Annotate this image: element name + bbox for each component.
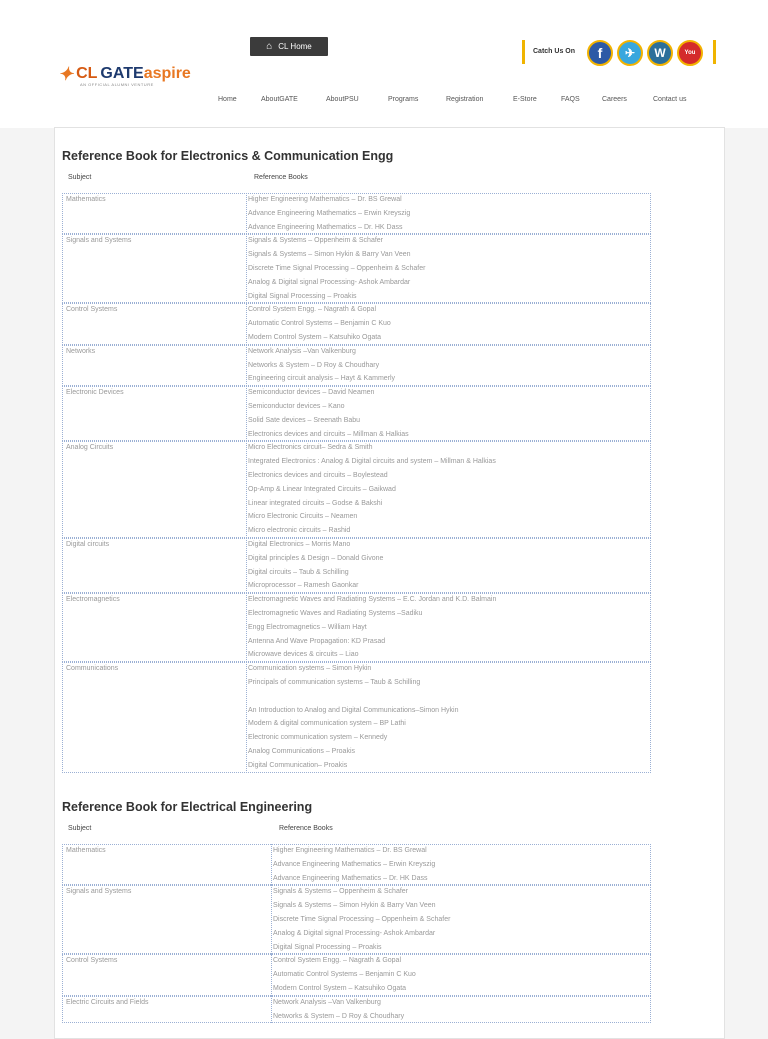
subject-cell: Electromagnetics [66,596,120,604]
book-entry: Digital principles & Design – Donald Givone [248,554,384,562]
book-entry: Advance Engineering Mathematics – Dr. HK Dass [248,223,403,231]
book-entry: Engineering circuit analysis – Hayt & Kammerly [248,375,396,383]
column-divider [246,303,247,344]
book-entry: Electronics devices and circuits – Millman & Halkias [248,430,409,438]
book-entry: Signals & Systems – Oppenheim & Schafer [248,237,384,245]
youtube-icon[interactable]: You [677,40,703,66]
nav-estore[interactable]: E-Store [513,96,537,103]
book-entry: Principals of communication systems – Taub & Schilling [248,679,421,686]
book-entry: Semiconductor devices – David Neamen [248,389,375,397]
book-entry: Higher Engineering Mathematics – Dr. BS Grewal [273,847,427,854]
book-entry: Digital Communication– Proakis [248,761,348,769]
twitter-icon[interactable]: ✈ [617,40,643,66]
book-entry: Signals & Systems – Simon Hykin & Barry Van Veen [248,251,411,259]
book-entry: Micro Electronic Circuits – Neamen [248,513,358,521]
subject-cell: Communications [66,665,119,673]
book-entry: Analog & Digital signal Processing- Ashok Ambardar [248,278,411,286]
book-entry: Solid Sate devices – Sreenath Babu [248,416,361,424]
subject-cell: Electric Circuits and Fields [66,998,149,1006]
book-entry: Digital Signal Processing – Proakis [248,292,357,300]
wordpress-icon[interactable]: W [647,40,673,66]
book-entry: Linear integrated circuits – Godse & Bakshi [248,499,383,507]
nav-about-psu[interactable]: AboutPSU [326,96,359,103]
book-entry: Integrated Electronics : Analog & Digital circuits and system – Millman & Halkias [248,458,496,466]
book-entry: Electromagnetic Waves and Radiating Systems – E.C. Jordan and K.D. Balmain [248,596,497,604]
book-entry: Semiconductor devices – Kano [248,403,345,410]
book-entry: Automatic Control Systems – Benjamin C Kuo [248,320,391,328]
subject-cell: Signals and Systems [66,888,132,896]
book-entry: Discrete Time Signal Processing – Oppenheim & Schafer [273,916,451,923]
book-entry: Digital Electronics – Morris Mano [248,541,351,548]
book-entry: Signals & Systems – Simon Hykin & Barry Van Veen [273,902,436,910]
book-entry: Microwave devices & circuits – Liao [248,651,359,659]
subject-cell: Mathematics [66,847,106,854]
column-divider [246,441,247,538]
subject-cell: Analog Circuits [66,444,114,452]
book-entry: Antenna And Wave Propagation: KD Prasad [248,637,386,645]
nav-registration[interactable]: Registration [446,96,484,103]
book-entry: Analog & Digital signal Processing- Ashok Ambardar [273,929,436,937]
column-divider [246,593,247,662]
book-entry: Digital circuits – Taub & Schilling [248,568,349,576]
column-header-books: Reference Books [254,174,308,181]
column-divider [271,954,272,995]
subject-cell: Signals and Systems [66,237,132,245]
book-entry: Analog Communications – Proakis [248,748,355,755]
book-entry: Communication systems – Simon Hykin [248,665,372,673]
book-entry: Engg Electromagnetics – William Hayt [248,623,367,631]
book-entry: Networks & System – D Roy & Choudhary [273,1012,405,1020]
book-entry: Automatic Control Systems – Benjamin C Kuo [273,971,416,979]
subject-cell: Digital circuits [66,541,110,548]
nav-about-gate[interactable]: AboutGATE [261,96,298,103]
book-entry: Network Analysis –Van Valkenburg [248,347,356,355]
book-entry: Signals & Systems – Oppenheim & Schafer [273,888,409,896]
nav-programs[interactable]: Programs [388,96,419,103]
logo-cl-text: CL [76,65,98,82]
book-entry: Control System Engg. – Nagrath & Gopal [273,957,402,965]
book-entry: Electronics devices and circuits – Boylestead [248,472,388,479]
book-entry: Micro Electronics circuit– Sedra & Smith [248,444,373,452]
column-divider [246,538,247,593]
book-entry: Advance Engineering Mathematics – Erwin Kreyszig [248,209,411,217]
catch-us-label: Catch Us On [533,48,576,55]
book-entry: Networks & System – D Roy & Choudhary [248,361,380,369]
subject-cell: Mathematics [66,196,106,203]
cl-home-button[interactable] [250,37,328,56]
cl-home-label: CL Home [278,42,312,51]
nav-contact-us[interactable]: Contact us [653,96,687,103]
home-icon: ⌂ [266,41,273,52]
book-entry: Higher Engineering Mathematics – Dr. BS Grewal [248,196,402,203]
logo-aspire-text: aspire [143,65,191,82]
nav-home[interactable]: Home [218,96,237,103]
column-divider [246,662,247,772]
book-entry: Modern Control System – Katsuhiko Ogata [273,985,407,992]
book-entry: Microprocessor – Ramesh Gaonkar [248,582,359,590]
subject-cell: Control Systems [66,957,118,965]
social-bar [522,40,716,64]
book-entry: Network Analysis –Van Valkenburg [273,998,381,1006]
logo-mark-icon: ✦ [58,63,74,84]
book-entry: Advance Engineering Mathematics – Dr. HK Dass [273,874,428,882]
section-title: Reference Book for Electrical Engineering [62,800,313,814]
subject-cell: Control Systems [66,306,118,314]
subject-cell: Electronic Devices [66,389,124,397]
book-entry: Micro electronic circuits – Rashid [248,527,351,535]
book-entry: An Introduction to Analog and Digital Communications–Simon Hykin [248,706,459,714]
column-divider [246,386,247,441]
logo-gate-text: GATE [100,65,144,82]
site-header [0,0,768,128]
column-header-subject: Subject [68,825,92,832]
book-entry: Op-Amp & Linear Integrated Circuits – Gaikwad [248,485,396,493]
column-divider [246,345,247,386]
book-entry: Digital Signal Processing – Proakis [273,943,382,951]
column-divider [271,885,272,954]
column-divider [246,234,247,303]
nav-careers[interactable]: Careers [602,96,627,103]
book-entry: Electromagnetic Waves and Radiating Systems –Sadiku [248,610,423,617]
nav-faqs[interactable]: FAQS [561,96,580,103]
book-entry: Discrete Time Signal Processing – Oppenheim & Schafer [248,265,426,272]
book-entry: Advance Engineering Mathematics – Erwin Kreyszig [273,860,436,868]
column-header-books: Reference Books [279,825,333,832]
book-entry: Control System Engg. – Nagrath & Gopal [248,306,377,314]
book-entry: Modern Control System – Katsuhiko Ogata [248,334,382,341]
column-divider [271,844,272,885]
book-entry: Electronic communication system – Kennedy [248,734,388,742]
logo-tagline: AN OFFICIAL ALUMNI VENTURE [80,82,154,87]
section-title: Reference Book for Electronics & Communication Engg [62,149,394,163]
facebook-icon[interactable]: f [587,40,613,66]
subject-cell: Networks [66,347,96,355]
column-divider [246,193,247,234]
book-entry: Modern & digital communication system – BP Lathi [248,720,406,728]
column-divider [271,996,272,1024]
column-header-subject: Subject [68,174,92,181]
